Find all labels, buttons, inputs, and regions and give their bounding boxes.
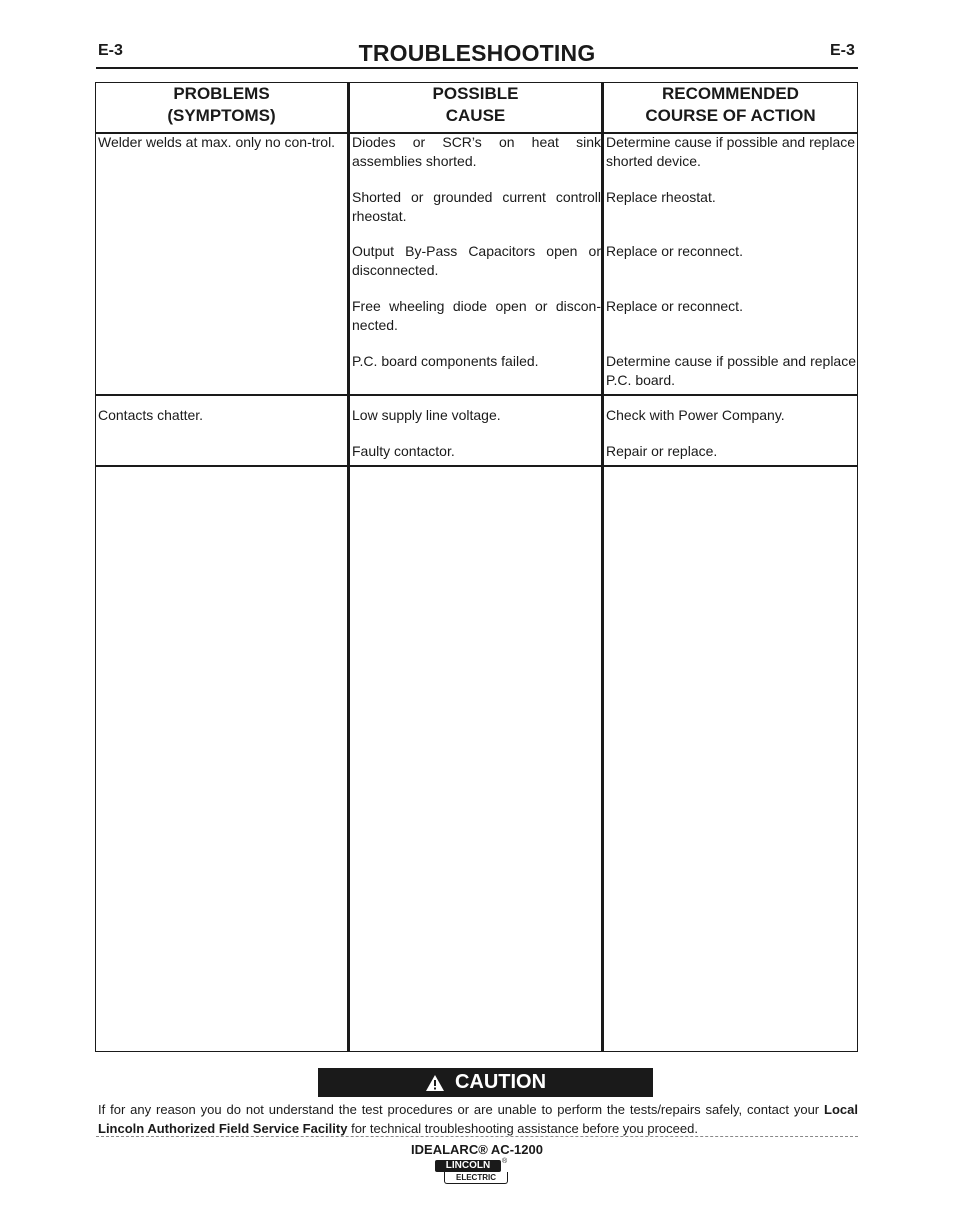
cause-cell: P.C. board components failed.: [352, 353, 539, 369]
page-code-left: E-3: [98, 42, 123, 59]
caution-label: CAUTION: [454, 1071, 547, 1093]
header-action: RECOMMENDED COURSE OF ACTION: [645, 84, 816, 125]
action-cell: Replace or reconnect.: [606, 243, 743, 259]
action-cell: Replace or reconnect.: [606, 298, 743, 314]
column-divider: [347, 82, 350, 1052]
model-name: IDEALARC® AC-1200: [411, 1142, 543, 1157]
cause-cell: Free wheeling diode open or discon-nected.: [352, 298, 601, 333]
row-divider: [95, 394, 858, 396]
action-cell: Repair or replace.: [606, 443, 718, 459]
header-rule: [96, 67, 858, 69]
cause-cell: Low supply line voltage.: [352, 407, 501, 423]
action-cell: Determine cause if possible and replace shorted device.: [606, 134, 856, 169]
column-actions: [603, 82, 858, 1052]
cause-cell: Diodes or SCR’s on heat sink assemblies shorted.: [352, 134, 601, 169]
problem-cell: Welder welds at max. only no con-trol.: [98, 134, 336, 150]
action-cell: Replace rheostat.: [606, 189, 716, 205]
header-problems: PROBLEMS (SYMPTOMS): [167, 84, 276, 125]
problem-cell: Contacts chatter.: [98, 407, 204, 423]
action-cell: Determine cause if possible and replace P.C. board.: [606, 353, 856, 388]
logo-bottom: ELECTRIC: [444, 1172, 508, 1184]
cause-cell: Output By-Pass Capacitors open or disconnected.: [352, 243, 601, 278]
logo-registered: ®: [502, 1158, 508, 1165]
cause-cell: Shorted or grounded current controll rheostat.: [352, 189, 601, 224]
lincoln-electric-logo: [435, 1160, 511, 1186]
caution-banner: [318, 1068, 653, 1097]
page-title: TROUBLESHOOTING: [358, 40, 596, 66]
cause-cell: Faulty contactor.: [352, 443, 455, 459]
warning-icon: [425, 1074, 445, 1092]
footer-rule: [96, 1136, 858, 1137]
column-causes: [349, 82, 602, 1052]
caution-text: If for any reason you do not understand the test procedures or are unable to perform the tests/repairs safely, contact your Local Lincoln Authorized Field Service Facility for technical troubleshooting assistance before you proceed.: [98, 1102, 858, 1136]
logo-top: LINCOLN: [435, 1160, 501, 1172]
header-cause: POSSIBLE CAUSE: [432, 84, 519, 125]
row-divider: [95, 465, 858, 467]
column-problems: [95, 82, 348, 1052]
page-code-right: E-3: [830, 42, 855, 59]
action-cell: Check with Power Company.: [606, 407, 785, 423]
column-divider: [601, 82, 604, 1052]
